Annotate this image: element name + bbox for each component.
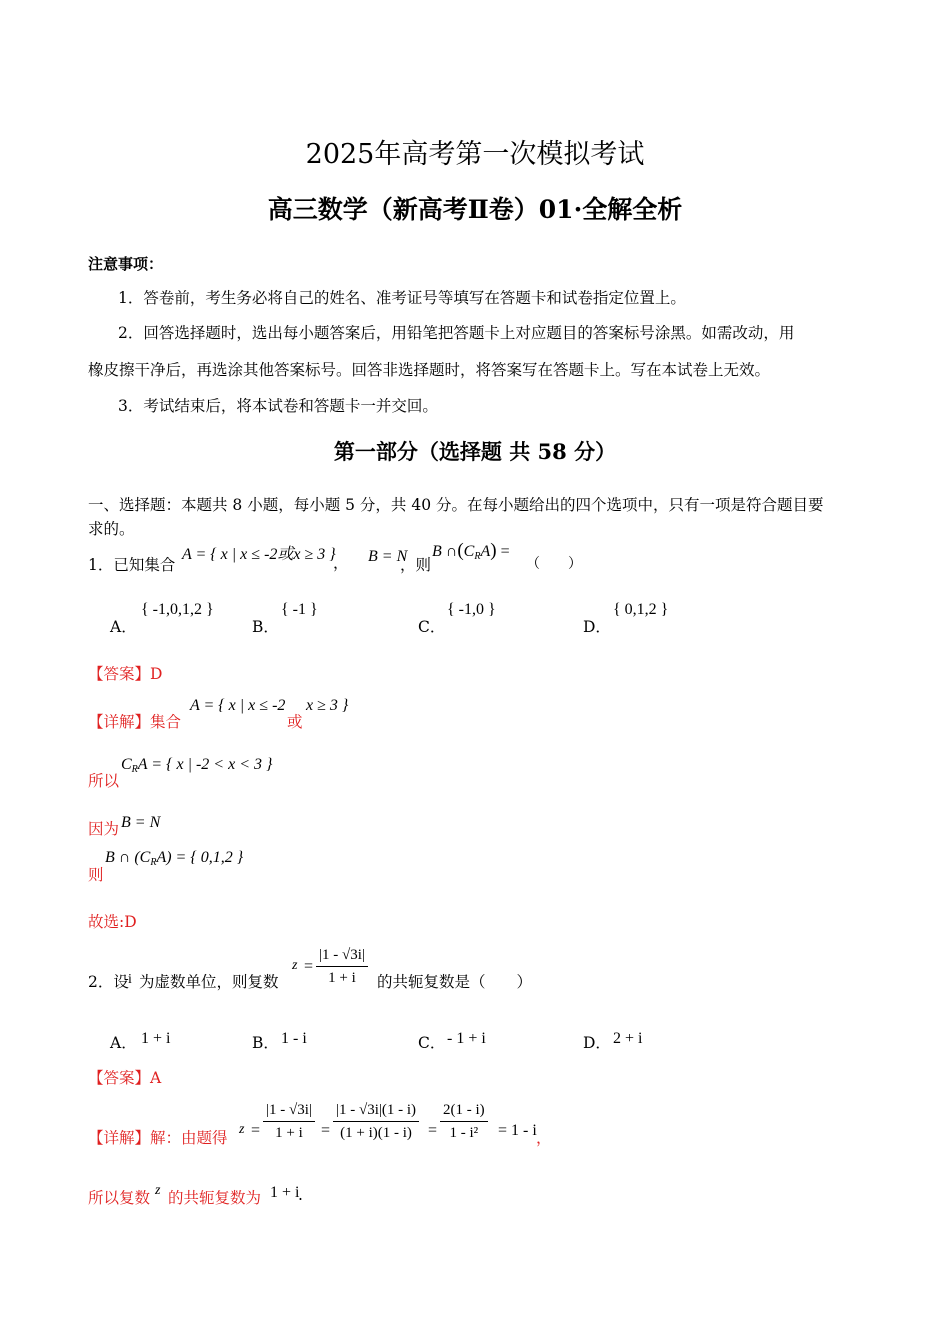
q1-step4-expr xyxy=(105,849,243,868)
q1-expr-c: C xyxy=(463,543,475,560)
notice-item-2-line-1: 2．回答选择题时，选出每小题答案后，用铅笔把答题卡上对应题目的答案标号涂黑。如需改动，用 xyxy=(118,324,795,342)
q2-option-c-label: C． xyxy=(418,1034,446,1052)
q1-set-a: A = { x | x ≤ -2或x ≥ 3 } xyxy=(182,546,336,563)
q1-sep-2: ，则 xyxy=(400,556,432,574)
q2-detail-label: 【详解】解：由题得 xyxy=(88,1129,228,1147)
q1-set-b: B = N xyxy=(368,548,408,565)
q2-f1-numerator: |1 - √3i| xyxy=(263,1099,315,1122)
q2-final-end: . xyxy=(298,1186,303,1204)
q1-sep-1: ， xyxy=(333,554,349,572)
q2-final-prefix: 所以复数 xyxy=(88,1189,151,1207)
q1-option-d-label: D． xyxy=(583,618,611,636)
q1-step2-c: C xyxy=(121,756,132,773)
q1-expression xyxy=(432,540,510,562)
q1-detail-set-a: A = { x | x ≤ -2 xyxy=(190,697,286,714)
q2-fraction-denominator: 1 + i xyxy=(328,970,356,986)
q1-step4-rest: A) = { 0,1,2 } xyxy=(156,849,244,866)
q2-option-b-label: B． xyxy=(252,1034,279,1052)
q2-detail-z: z xyxy=(239,1122,245,1137)
q1-expr-b: B xyxy=(432,543,442,560)
q1-detail-or: 或 xyxy=(287,713,303,731)
q2-final-mid: 的共轭复数为 xyxy=(168,1189,262,1207)
q1-step3-expr: B = N xyxy=(121,814,161,831)
q1-option-b: { -1 } xyxy=(281,601,318,618)
part1-intro-line-2: 求的。 xyxy=(88,520,135,538)
q1-step4-b: B ∩ (C xyxy=(105,849,151,866)
q2-option-a: 1 + i xyxy=(141,1030,171,1047)
q1-option-c-label: C． xyxy=(418,618,446,636)
q2-final-z: z xyxy=(155,1183,161,1198)
page-title: 2025年高考第一次模拟考试 xyxy=(305,139,645,170)
q2-detail-fraction-2 xyxy=(333,1099,419,1144)
q1-step4-r: R xyxy=(150,857,157,868)
q2-detail-result: = 1 - i xyxy=(498,1122,537,1139)
q1-expr-a: A xyxy=(480,543,491,560)
notice-item-1: 1．答卷前，考生务必将自己的姓名、准考证号等填写在答题卡和试卷指定位置上。 xyxy=(118,289,686,307)
q1-expr-cap: ∩ xyxy=(445,543,458,560)
notice-item-3: 3．考试结束后，将本试卷和答题卡一并交回。 xyxy=(118,397,438,415)
q1-conclusion: 故选:D xyxy=(88,913,137,931)
page-subtitle: 高三数学（新高考Ⅱ卷）01·全解全析 xyxy=(267,195,683,224)
q1-answer: 【答案】D xyxy=(88,665,163,683)
q2-option-d-label: D． xyxy=(583,1034,611,1052)
notice-heading: 注意事项： xyxy=(88,255,164,273)
q2-f1-denominator: 1 + i xyxy=(275,1125,303,1141)
q2-fraction-numerator: |1 - √3i| xyxy=(316,944,368,967)
q1-step3-prefix: 因为 xyxy=(88,820,120,838)
q2-detail-eq-3: = xyxy=(428,1122,438,1139)
q1-expr-close: ) xyxy=(490,540,497,561)
q2-fraction xyxy=(316,944,368,989)
q2-detail-fraction-1 xyxy=(263,1099,315,1144)
q2-answer: 【答案】A xyxy=(88,1069,162,1087)
q2-detail-eq-2: = xyxy=(321,1122,331,1139)
q1-stem-prefix: 1．已知集合 xyxy=(88,556,176,574)
notice-item-2-line-2: 橡皮擦干净后，再选涂其他答案标号。回答非选择题时，将答案写在答题卡上。写在本试卷上无效。 xyxy=(88,361,771,379)
q2-f2-denominator: (1 + i)(1 - i) xyxy=(340,1125,412,1141)
q2-f3-numerator: 2(1 - i) xyxy=(440,1099,488,1122)
q2-eq: = xyxy=(304,958,314,975)
q2-stem-i: i xyxy=(128,972,132,987)
q2-stem-mid: 为虚数单位，则复数 xyxy=(139,973,279,991)
q2-stem-prefix: 2．设 xyxy=(88,973,129,991)
q2-option-c: - 1 + i xyxy=(447,1030,486,1047)
q1-step2-expr xyxy=(121,756,272,775)
q1-option-b-label: B． xyxy=(252,618,279,636)
q1-step2-prefix: 所以 xyxy=(88,772,120,790)
q1-blank: （ ） xyxy=(526,556,582,572)
q2-option-b: 1 - i xyxy=(281,1030,307,1047)
q1-expr-eq: = xyxy=(500,543,510,560)
q2-detail-comma: ， xyxy=(536,1129,552,1147)
q1-option-d: { 0,1,2 } xyxy=(613,601,669,618)
q2-detail-fraction-3 xyxy=(440,1099,488,1144)
q1-step2-rest: A = { x | -2 < x < 3 } xyxy=(137,756,273,773)
q2-option-a-label: A． xyxy=(110,1034,137,1052)
q2-f3-denominator: 1 - i² xyxy=(449,1125,479,1141)
q2-f2-numerator: |1 - √3i|(1 - i) xyxy=(333,1099,419,1122)
q2-z: z xyxy=(292,958,298,973)
part1-intro-line-1: 一、选择题：本题共 8 小题，每小题 5 分，共 40 分。在每小题给出的四个选项中，只有一项是符合题目要 xyxy=(88,496,824,514)
q2-option-d: 2 + i xyxy=(613,1030,643,1047)
q1-expr-r: R xyxy=(474,551,481,562)
q1-detail-label: 【详解】集合 xyxy=(88,713,182,731)
q1-option-c: { -1,0 } xyxy=(447,601,496,618)
q1-step4-prefix: 则 xyxy=(88,866,104,884)
q1-expr-open: ( xyxy=(457,540,464,561)
section-title: 第一部分（选择题 共 58 分） xyxy=(333,439,617,464)
q2-final-value: 1 + i xyxy=(270,1184,300,1201)
q1-option-a-label: A． xyxy=(110,618,137,636)
q1-detail-set-a-tail: x ≥ 3 } xyxy=(306,697,349,714)
q2-detail-eq-1: = xyxy=(251,1122,261,1139)
q1-step2-r: R xyxy=(131,764,138,775)
q2-stem-suffix: 的共轭复数是（ ） xyxy=(377,973,533,991)
q1-option-a: { -1,0,1,2 } xyxy=(141,601,214,618)
